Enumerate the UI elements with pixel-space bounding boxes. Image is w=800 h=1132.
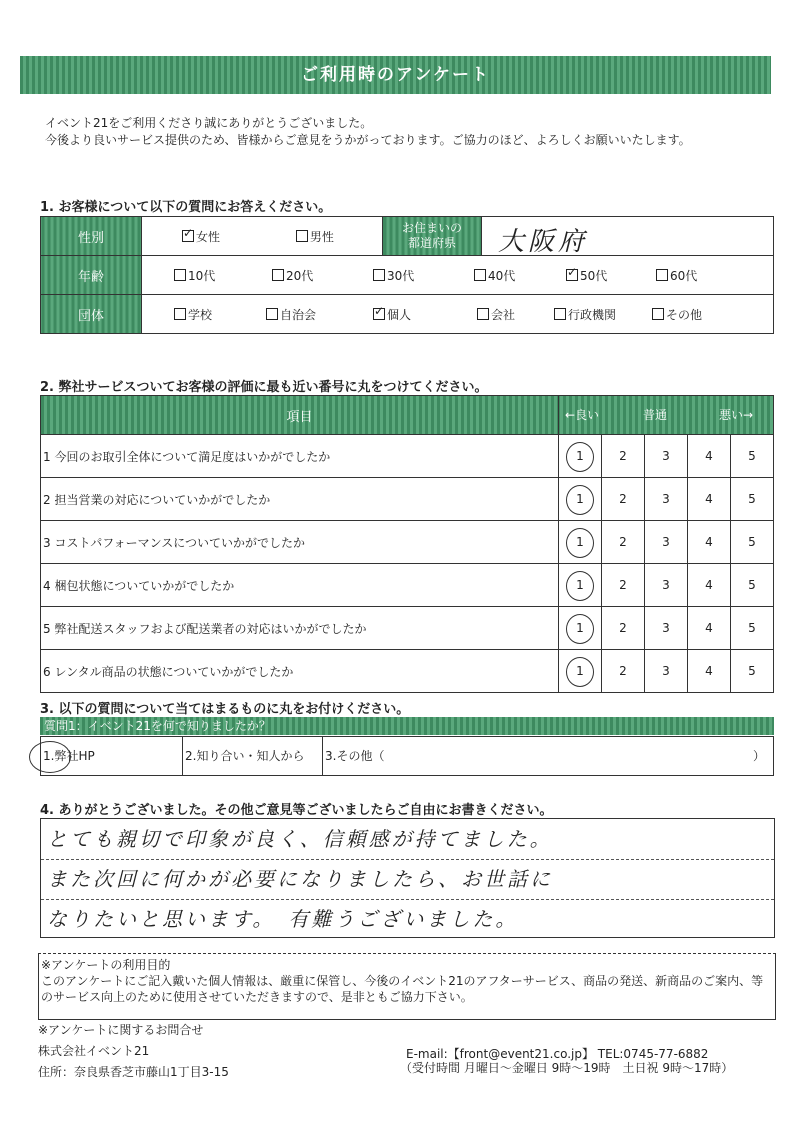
age-option[interactable]: 20代 [272, 267, 373, 284]
rating-option[interactable]: 3 [645, 650, 688, 693]
contact-title: ※アンケートに関するお問合せ [38, 1023, 204, 1037]
rating-row [41, 521, 774, 564]
rating-option[interactable]: 5 [731, 650, 774, 693]
gender-label: 性別 [41, 217, 142, 256]
purpose-title: ※アンケートの利用目的 [41, 958, 171, 972]
good-header: ←良い [565, 408, 600, 422]
age-label: 年齢 [41, 256, 142, 295]
option-other[interactable]: 3.その他（ ） [323, 737, 773, 775]
group-label: 団体 [41, 295, 142, 334]
selection-circle [566, 528, 594, 558]
selection-circle [566, 442, 594, 472]
rating-option[interactable]: 1 [559, 650, 602, 693]
rating-option[interactable]: 2 [602, 435, 645, 478]
section1-title: 1. お客様について以下の質問にお答えください。 [40, 200, 332, 215]
option-website[interactable]: 1.弊社HP [41, 737, 183, 775]
purpose-text: このアンケートにご記入戴いた個人情報は、厳重に保管し、今後のイベント21のアフターサービス、商品の発送、新商品のご案内、等のサービス向上のために使用させていただきますので、是非ともご協力下さい。 [41, 974, 764, 1004]
checkbox-icon [174, 269, 186, 281]
checkbox-icon [656, 269, 668, 281]
customer-info-table [40, 216, 774, 334]
rating-option[interactable]: 4 [688, 607, 731, 650]
rating-option[interactable]: 3 [645, 435, 688, 478]
company-address: 住所：奈良県香芝市藤山1丁目3-15 [38, 1065, 229, 1079]
close-paren: ） [752, 749, 765, 763]
scale-header [559, 396, 774, 435]
age-option[interactable]: 10代 [174, 267, 272, 284]
section2-title: 2. 弊社サービスついてお客様の評価に最も近い番号に丸をつけてください。 [40, 380, 488, 395]
rating-option[interactable]: 5 [731, 435, 774, 478]
prefecture-value[interactable]: 大阪府 [498, 227, 589, 257]
rating-option[interactable]: 1 [559, 435, 602, 478]
rating-option[interactable]: 1 [559, 564, 602, 607]
group-option[interactable]: その他 [652, 306, 716, 323]
group-options [142, 295, 774, 334]
rating-option[interactable]: 2 [602, 478, 645, 521]
group-option[interactable]: 会社 [477, 306, 554, 323]
rating-option[interactable]: 1 [559, 521, 602, 564]
company-name: 株式会社イベント21 [38, 1044, 150, 1058]
age-option[interactable]: 40代 [474, 267, 566, 284]
group-option[interactable]: 行政機関 [554, 306, 652, 323]
rating-option[interactable]: 2 [602, 564, 645, 607]
checkbox-icon [272, 269, 284, 281]
selection-circle [566, 571, 594, 601]
question-1: 質問1：イベント21を何で知りましたか？ [40, 717, 774, 735]
rating-row [41, 650, 774, 693]
section4-title: 4. ありがとうございました。その他ご意見等ございましたらご自由にお書きください。 [40, 803, 553, 818]
group-option[interactable]: 自治会 [266, 306, 373, 323]
rating-question: 5 弊社配送スタッフおよび配送業者の対応はいかがでしたか [41, 607, 559, 650]
rating-question: 1 今回のお取引全体について満足度はいかがでしたか [41, 435, 559, 478]
rating-option[interactable]: 1 [559, 478, 602, 521]
rating-row [41, 478, 774, 521]
comment-line: とても親切で印象が良く、信頼感が持てました。 [47, 827, 553, 851]
rating-option[interactable]: 5 [731, 521, 774, 564]
age-option[interactable]: ✓ 50代 [566, 267, 656, 284]
normal-header: 普通 [643, 408, 668, 422]
checkbox-icon [477, 308, 489, 320]
rating-option[interactable]: 3 [645, 607, 688, 650]
question-1-options [40, 736, 774, 776]
page-title: ご利用時のアンケート [20, 56, 771, 94]
rating-option[interactable]: 1 [559, 607, 602, 650]
rating-option[interactable]: 4 [688, 564, 731, 607]
selection-circle [29, 741, 71, 773]
checkbox-icon [474, 269, 486, 281]
selection-circle [566, 485, 594, 515]
item-header: 項目 [41, 396, 559, 435]
rating-table [40, 395, 774, 693]
rating-option[interactable]: 2 [602, 521, 645, 564]
checkbox-icon [652, 308, 664, 320]
group-option[interactable]: 学校 [174, 306, 266, 323]
contact-email-tel: E-mail:【front@event21.co.jp】 TEL:0745-77-6882 [406, 1047, 709, 1061]
group-option[interactable]: ✓ 個人 [373, 306, 477, 323]
rating-question: 2 担当営業の対応についていかがでしたか [41, 478, 559, 521]
intro-line-2: 今後より良いサービス提供のため、皆様からご意見をうかがっております。ご協力のほど、よろしくお願いいたします。 [45, 133, 691, 147]
selection-circle [566, 657, 594, 687]
rating-row [41, 607, 774, 650]
checkbox-icon [266, 308, 278, 320]
rating-row [41, 564, 774, 607]
rating-option[interactable]: 4 [688, 478, 731, 521]
rating-option[interactable]: 5 [731, 607, 774, 650]
comment-box[interactable] [40, 818, 775, 938]
comment-line: なりたいと思います。 有難うございました。 [47, 907, 519, 931]
intro-line-1: イベント21をご利用くださり誠にありがとうございました。 [45, 116, 373, 130]
privacy-notice [38, 953, 776, 1020]
rating-option[interactable]: 3 [645, 564, 688, 607]
rating-question: 3 コストパフォーマンスについていかがでしたか [41, 521, 559, 564]
section3-title: 3. 以下の質問について当てはまるものに丸をお付けください。 [40, 702, 410, 717]
prefecture-label: お住まいの 都道府県 [383, 217, 482, 256]
checkbox-icon [296, 230, 308, 242]
checkbox-icon [182, 230, 194, 242]
comment-line: また次回に何かが必要になりましたら、お世話に [47, 867, 553, 891]
checkbox-icon [373, 269, 385, 281]
selection-circle [566, 614, 594, 644]
rating-option[interactable]: 3 [645, 521, 688, 564]
checkbox-icon [554, 308, 566, 320]
checkbox-icon [174, 308, 186, 320]
age-option[interactable]: 30代 [373, 267, 474, 284]
rating-option[interactable]: 4 [688, 521, 731, 564]
rating-option[interactable]: 2 [602, 650, 645, 693]
rating-option[interactable]: 4 [688, 650, 731, 693]
age-option[interactable]: 60代 [656, 267, 716, 284]
rating-option[interactable]: 3 [645, 478, 688, 521]
checkbox-icon [566, 269, 578, 281]
rating-option[interactable]: 2 [602, 607, 645, 650]
rating-option[interactable]: 5 [731, 478, 774, 521]
rating-option[interactable]: 5 [731, 564, 774, 607]
contact-hours: （受付時間 月曜日～金曜日 9時～19時 土日祝 9時～17時） [400, 1061, 734, 1075]
checkbox-icon [373, 308, 385, 320]
bad-header: 悪い→ [719, 408, 754, 422]
gender-option[interactable]: 男性 [296, 228, 376, 245]
option-acquaintance[interactable]: 2.知り合い・知人から [183, 737, 323, 775]
rating-option[interactable]: 4 [688, 435, 731, 478]
rating-question: 4 梱包状態についていかがでしたか [41, 564, 559, 607]
age-options [142, 256, 774, 295]
gender-option[interactable]: ✓ 女性 [182, 228, 292, 245]
rating-question: 6 レンタル商品の状態についていかがでしたか [41, 650, 559, 693]
rating-row [41, 435, 774, 478]
